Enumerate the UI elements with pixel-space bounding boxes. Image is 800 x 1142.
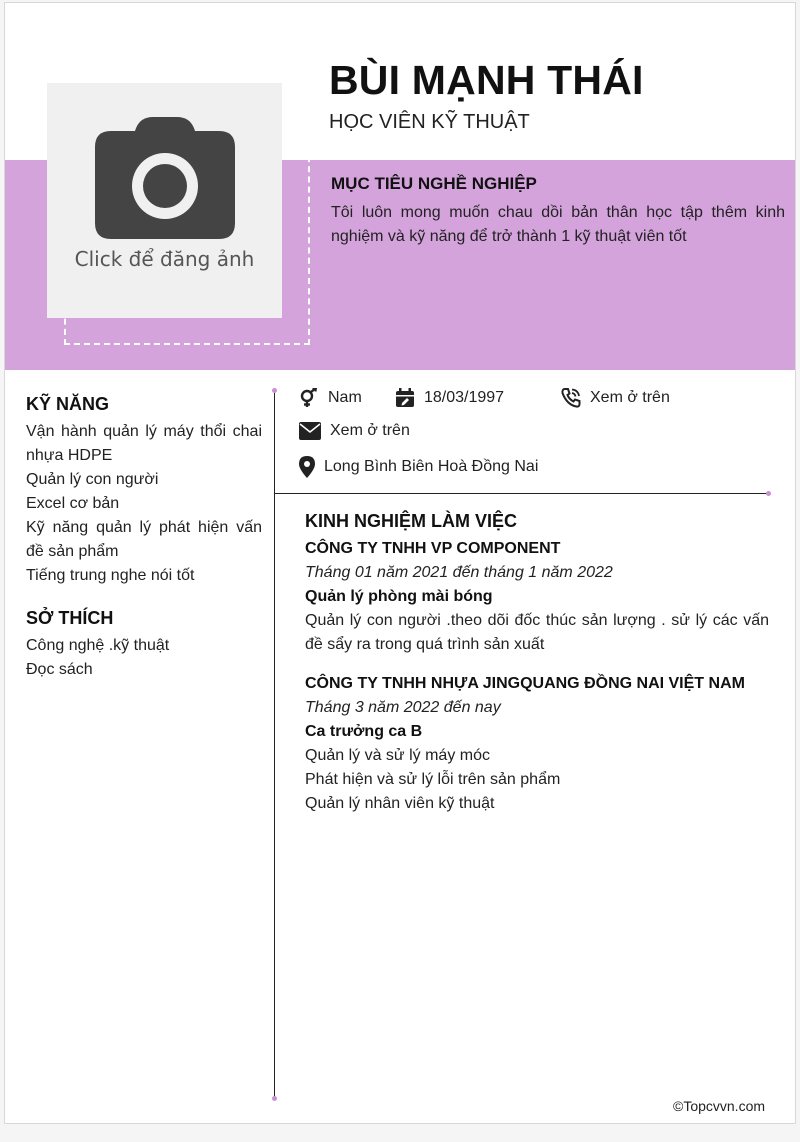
job-detail: Quản lý con người .theo dõi đốc thúc sản lượng . sử lý các vấn đề sẩy ra trong quá trình sản xuất [305, 612, 769, 653]
phone-value: Xem ở trên [590, 389, 670, 406]
address-value: Long Bình Biên Hoà Đồng Nai [324, 458, 539, 475]
experience-heading: KINH NGHIỆM LÀM VIỆC [305, 511, 518, 531]
footer-copyright[interactable]: ©Topcvvn.com [673, 1098, 766, 1114]
hobbies-list[interactable] [26, 634, 262, 682]
phone-row[interactable] [561, 388, 670, 408]
hobby-item: Công nghệ .kỹ thuật [26, 637, 170, 654]
skill-item: Tiếng trung nghe nói tốt [26, 567, 195, 584]
job-detail: Phát hiện và sử lý lỗi trên sản phẩm [305, 771, 561, 788]
phone-icon [561, 388, 581, 408]
address-row[interactable] [299, 456, 538, 478]
camera-icon [95, 117, 235, 239]
job-detail: Quản lý và sử lý máy móc [305, 747, 490, 764]
skills-list[interactable] [26, 420, 262, 588]
job-entry[interactable] [305, 672, 769, 816]
contact-divider [275, 493, 769, 494]
email-icon [299, 422, 321, 440]
job-company: CÔNG TY TNHH NHỰA JINGQUANG ĐỒNG NAI VIỆT NAM [305, 675, 745, 692]
column-divider [274, 391, 275, 1099]
job-period: Tháng 3 năm 2022 đến nay [305, 699, 501, 716]
candidate-name[interactable]: BÙI MẠNH THÁI [329, 57, 644, 103]
objective-text[interactable]: Tôi luôn mong muốn chau dồi bản thân học tập thêm kinh nghiệm và kỹ năng để trở thành 1 kỹ thuật viên tốt [331, 204, 785, 245]
email-value: Xem ở trên [330, 422, 410, 439]
birthdate-value: 18/03/1997 [424, 389, 505, 406]
gender-value: Nam [328, 389, 362, 406]
job-role: Quản lý phòng mài bóng [305, 588, 493, 605]
calendar-icon [395, 388, 415, 408]
objective-heading: MỤC TIÊU NGHỀ NGHIỆP [331, 174, 537, 193]
hobby-item: Đọc sách [26, 661, 93, 678]
job-period: Tháng 01 năm 2021 đến tháng 1 năm 2022 [305, 564, 613, 581]
skills-heading: KỸ NĂNG [26, 394, 110, 414]
divider-dot-right [766, 491, 771, 496]
photo-upload[interactable] [47, 83, 282, 318]
skill-item: Kỹ năng quản lý phát hiện vấn đề sản phẩm [26, 519, 262, 560]
cv-page [4, 2, 796, 1124]
skill-item: Vận hành quản lý máy thổi chai nhựa HDPE [26, 423, 262, 464]
gender-icon [299, 388, 319, 408]
job-role: Ca trưởng ca B [305, 723, 423, 740]
birthdate-row[interactable] [395, 388, 504, 408]
candidate-title[interactable]: HỌC VIÊN KỸ THUẬT [329, 111, 530, 133]
skill-item: Excel cơ bản [26, 495, 120, 512]
job-entry[interactable] [305, 537, 769, 657]
job-company: CÔNG TY TNHH VP COMPONENT [305, 540, 561, 557]
divider-dot-bottom [272, 1096, 277, 1101]
job-detail: Quản lý nhân viên kỹ thuật [305, 795, 495, 812]
photo-caption: Click để đăng ảnh [74, 247, 255, 271]
location-pin-icon [299, 456, 315, 478]
email-row[interactable] [299, 422, 410, 440]
divider-dot-top [272, 388, 277, 393]
hobbies-heading: SỞ THÍCH [26, 608, 114, 628]
gender-row[interactable] [299, 388, 362, 408]
skill-item: Quản lý con người [26, 471, 159, 488]
